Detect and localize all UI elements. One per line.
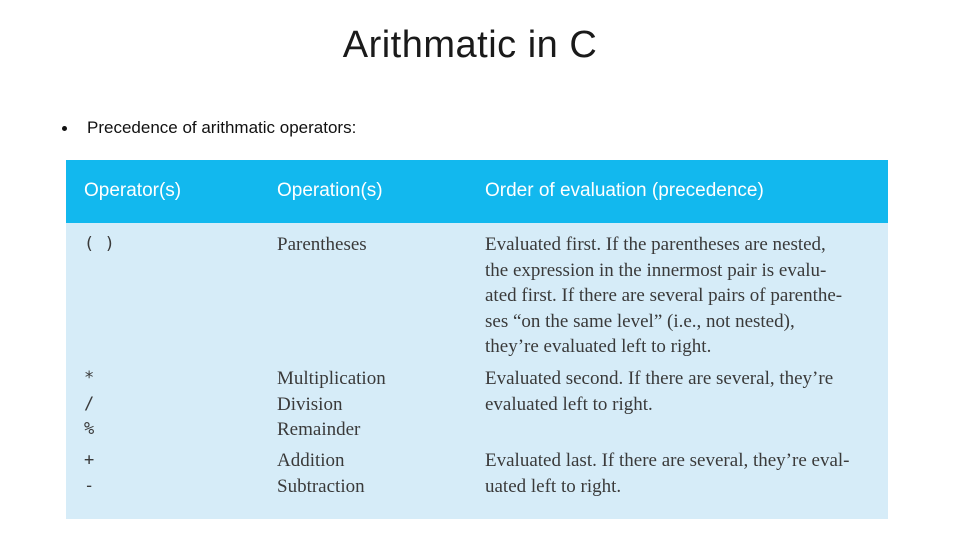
- order-line: Evaluated second. If there are several, they’re: [485, 368, 834, 389]
- table-header-row: [66, 160, 888, 223]
- operator-cell: *: [84, 368, 95, 388]
- bullet-dot-icon: [62, 126, 67, 131]
- operator-cell: -: [84, 475, 95, 496]
- order-line: evaluated left to right.: [485, 393, 653, 415]
- order-line: Evaluated last. If there are several, they’re eval-: [485, 450, 850, 471]
- order-line: ated first. If there are several pairs of parenthe-: [485, 285, 843, 306]
- operation-cell: Subtraction: [277, 475, 365, 497]
- slide-title: Arithmatic in C: [342, 24, 598, 66]
- operator-cell: %: [84, 419, 95, 439]
- operation-cell: Remainder: [277, 419, 361, 440]
- order-line: they’re evaluated left to right.: [485, 336, 712, 357]
- operator-cell: /: [84, 393, 95, 414]
- operator-cell: ( ): [84, 234, 115, 254]
- precedence-table: [66, 160, 888, 519]
- order-line: ses “on the same level” (i.e., not nested),: [485, 310, 795, 332]
- operation-cell: Parentheses: [277, 234, 367, 255]
- operator-cell: +: [84, 450, 95, 470]
- operation-cell: Division: [277, 393, 343, 415]
- operation-cell: Multiplication: [277, 368, 386, 389]
- header-order: Order of evaluation (precedence): [485, 180, 764, 201]
- operation-cell: Addition: [277, 450, 345, 471]
- order-line: uated left to right.: [485, 475, 622, 497]
- bullet-item: [62, 118, 356, 138]
- bullet-text: Precedence of arithmatic operators:: [87, 118, 357, 137]
- header-operators: Operator(s): [84, 180, 182, 201]
- order-line: Evaluated first. If the parentheses are nested,: [485, 234, 826, 255]
- order-line: the expression in the innermost pair is evalu-: [485, 259, 827, 281]
- header-operations: Operation(s): [277, 180, 383, 201]
